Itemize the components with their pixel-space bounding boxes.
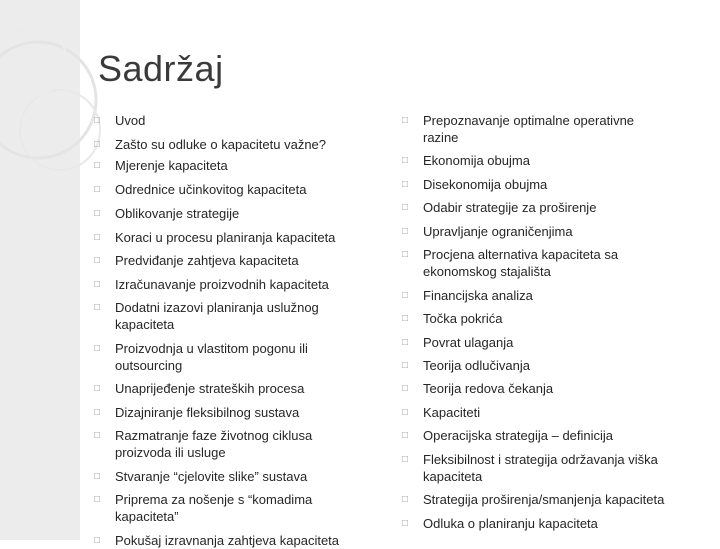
list-item: [398, 152, 683, 169]
list-item-text: Oblikovanje strategije: [115, 206, 240, 221]
list-item: [90, 299, 355, 333]
bullet-icon: □: [93, 494, 101, 505]
list-item: [90, 276, 375, 293]
bullet-icon: □: [401, 337, 409, 348]
list-item: [398, 404, 683, 421]
list-item: [398, 334, 683, 351]
bullet-icon: □: [401, 115, 409, 126]
list-item-text: Pokušaj izravnanja zahtjeva kapaciteta: [115, 533, 340, 548]
bullet-icon: □: [93, 407, 101, 418]
bullet-icon: □: [93, 302, 101, 313]
list-item: [90, 252, 375, 269]
bullet-icon: □: [93, 208, 101, 219]
slide-title: Sadržaj: [98, 48, 224, 89]
bullet-icon: □: [93, 139, 101, 150]
list-item: [398, 357, 683, 374]
bullet-icon: □: [93, 255, 101, 266]
list-item-text: Razmatranje faze životnog ciklusa proizvoda ili usluge: [115, 428, 313, 460]
list-item-text: Upravljanje ograničenjima: [423, 224, 573, 239]
list-item: [90, 427, 350, 461]
bullet-icon: □: [401, 290, 409, 301]
list-item-text: Odluka o planiranju kapaciteta: [423, 516, 598, 531]
list-item: [398, 451, 693, 485]
list-item-text: Teorija odlučivanja: [423, 358, 530, 373]
bullet-icon: □: [93, 535, 101, 546]
list-item-text: Ekonomija obujma: [423, 153, 530, 168]
list-item-text: Dizajniranje fleksibilnog sustava: [115, 405, 300, 420]
bullet-icon: □: [93, 160, 101, 171]
list-item: [90, 136, 375, 153]
list-item-text: Odabir strategije za proširenje: [423, 200, 597, 215]
bullet-icon: □: [401, 226, 409, 237]
list-item: [90, 468, 375, 485]
list-item-text: Procjena alternativa kapaciteta sa ekonomskog stajališta: [423, 247, 619, 279]
list-item-text: Odrednice učinkovitog kapaciteta: [115, 182, 307, 197]
bullet-icon: □: [401, 407, 409, 418]
list-item-text: Strategija proširenja/smanjenja kapaciteta: [423, 492, 665, 507]
list-item: [398, 112, 673, 146]
list-item-text: Dodatni izazovi planiranja uslužnog kapaciteta: [115, 300, 319, 332]
list-item: [398, 199, 683, 216]
list-item-text: Disekonomija obujma: [423, 177, 548, 192]
bullet-icon: □: [401, 360, 409, 371]
list-item-text: Priprema za nošenje s “komadima kapaciteta”: [115, 492, 313, 524]
bullet-icon: □: [401, 179, 409, 190]
bullet-icon: □: [93, 279, 101, 290]
list-item-text: Fleksibilnost i strategija održavanja viška kapaciteta: [423, 452, 658, 484]
bullet-icon: □: [401, 518, 409, 529]
bullet-icon: □: [93, 115, 101, 126]
list-item: [398, 380, 683, 397]
list-item-text: Zašto su odluke o kapacitetu važne?: [115, 137, 327, 152]
bullet-icon: □: [401, 202, 409, 213]
list-item-text: Stvaranje “cjelovite slike” sustava: [115, 469, 308, 484]
list-item: [398, 223, 683, 240]
list-item: [90, 157, 375, 174]
bullet-icon: □: [401, 313, 409, 324]
list-item: [90, 205, 375, 222]
list-item: [90, 112, 375, 129]
bullet-icon: □: [401, 494, 409, 505]
list-item: [90, 532, 375, 549]
bullet-icon: □: [93, 383, 101, 394]
list-item-text: Kapaciteti: [423, 405, 481, 420]
list-item: [398, 491, 698, 508]
list-item: [398, 176, 683, 193]
list-item: [398, 310, 683, 327]
list-item-text: Operacijska strategija – definicija: [423, 428, 614, 443]
list-item: [90, 229, 375, 246]
list-item: [398, 515, 683, 532]
list-item-text: Uvod: [115, 113, 146, 128]
bullet-icon: □: [401, 383, 409, 394]
list-item-text: Mjerenje kapaciteta: [115, 158, 228, 173]
decorative-circles: [0, 0, 160, 180]
list-item: [90, 404, 375, 421]
list-item-text: Točka pokrića: [423, 311, 503, 326]
list-item-text: Teorija redova čekanja: [423, 381, 554, 396]
list-item: [90, 380, 375, 397]
list-item-text: Prepoznavanje optimalne operativne razine: [423, 113, 635, 145]
list-item: [90, 491, 345, 525]
list-item-text: Financijska analiza: [423, 288, 533, 303]
list-item-text: Proizvodnja u vlastitom pogonu ili outsourcing: [115, 341, 308, 373]
list-item: [398, 246, 653, 280]
bullet-icon: □: [401, 454, 409, 465]
bullet-icon: □: [93, 343, 101, 354]
list-item-text: Izračunavanje proizvodnih kapaciteta: [115, 277, 329, 292]
bullet-icon: □: [93, 232, 101, 243]
bullet-icon: □: [93, 471, 101, 482]
list-item: [398, 287, 683, 304]
list-item: [90, 340, 350, 374]
list-item: [398, 427, 683, 444]
bullet-icon: □: [401, 155, 409, 166]
bullet-icon: □: [93, 184, 101, 195]
bullet-icon: □: [401, 249, 409, 260]
list-item-text: Predviđanje zahtjeva kapaciteta: [115, 253, 299, 268]
bullet-icon: □: [93, 430, 101, 441]
bullet-icon: □: [401, 430, 409, 441]
list-item-text: Povrat ulaganja: [423, 335, 514, 350]
list-item: [90, 181, 375, 198]
list-item-text: Unaprijeđenje strateških procesa: [115, 381, 305, 396]
list-item-text: Koraci u procesu planiranja kapaciteta: [115, 230, 336, 245]
